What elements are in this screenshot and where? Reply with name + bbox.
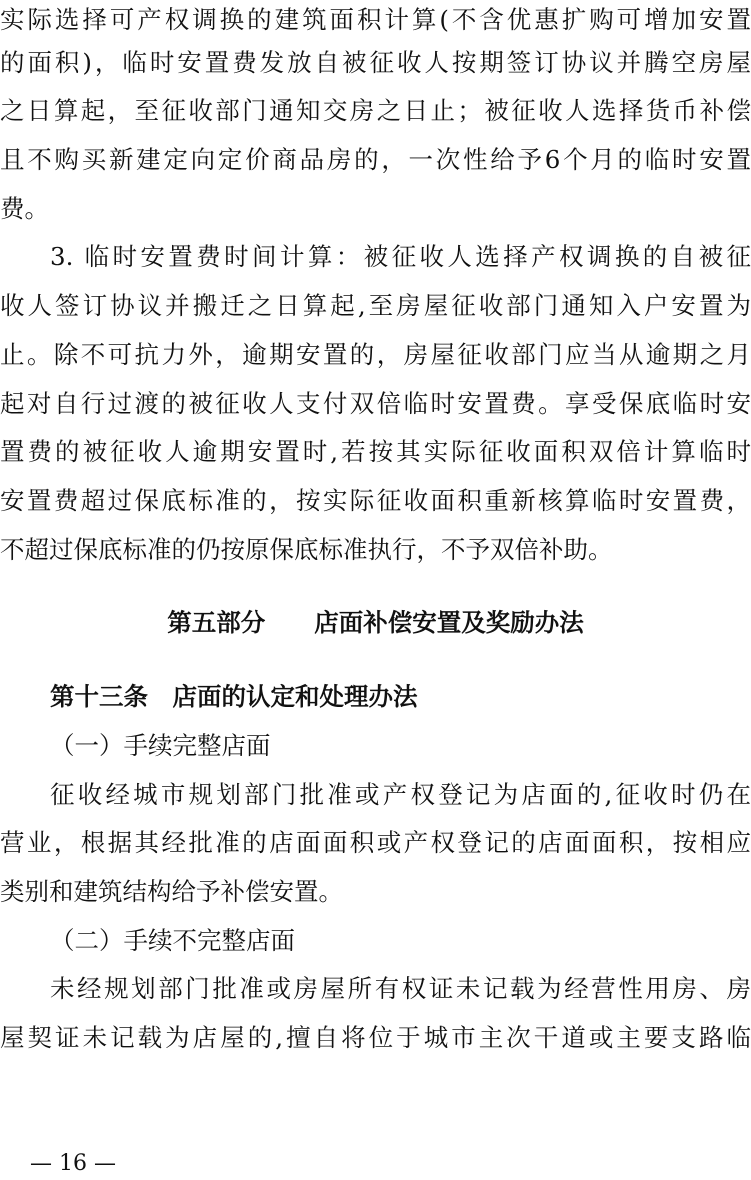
text-line: 收人签订协议并搬迁之日算起,至房屋征收部门通知入户安置为	[0, 291, 751, 320]
text-line: 置费的被征收人逾期安置时,若按其实际征收面积双倍计算临时	[0, 437, 751, 466]
subheading-1: （一）手续完整店面	[50, 731, 271, 760]
text-line: 止。除不可抗力外，逾期安置的，房屋征收部门应当从逾期之月	[0, 340, 751, 369]
subheading-2: （二）手续不完整店面	[50, 926, 295, 955]
text-line: 安置费超过保底标准的，按实际征收面积重新核算临时安置费，	[0, 486, 751, 515]
text-line: 未经规划部门批准或房屋所有权证未记载为经营性用房、房	[50, 974, 751, 1003]
text-line: 起对自行过渡的被征收人支付双倍临时安置费。享受保底临时安	[0, 389, 751, 418]
text-line: 3. 临时安置费时间计算：被征收人选择产权调换的自被征	[50, 242, 751, 271]
text-line: 屋契证未记载为店屋的,擅自将位于城市主次干道或主要支路临	[0, 1023, 751, 1052]
text-line: 营业，根据其经批准的店面面积或产权登记的店面面积，按相应	[0, 828, 751, 857]
text-line: 不超过保底标准的仍按原保底标准执行，不予双倍补助。	[0, 535, 613, 564]
text-line: 实际选择可产权调换的建筑面积计算(不含优惠扩购可增加安置	[0, 5, 751, 34]
page-number: — 16 —	[30, 1151, 116, 1176]
text-line: 征收经城市规划部门批准或产权登记为店面的,征收时仍在	[50, 780, 751, 809]
section-heading: 第五部分 店面补偿安置及奖励办法	[167, 608, 584, 637]
text-line: 的面积)，临时安置费发放自被征收人按期签订协议并腾空房屋	[0, 48, 751, 77]
text-line: 之日算起，至征收部门通知交房之日止；被征收人选择货币补偿	[0, 96, 751, 125]
text-line: 类别和建筑结构给予补偿安置。	[0, 877, 343, 906]
article-heading: 第十三条 店面的认定和处理办法	[50, 682, 418, 711]
text-line: 费。	[0, 194, 49, 223]
text-line: 且不购买新建定向定价商品房的，一次性给予6个月的临时安置	[0, 145, 751, 174]
